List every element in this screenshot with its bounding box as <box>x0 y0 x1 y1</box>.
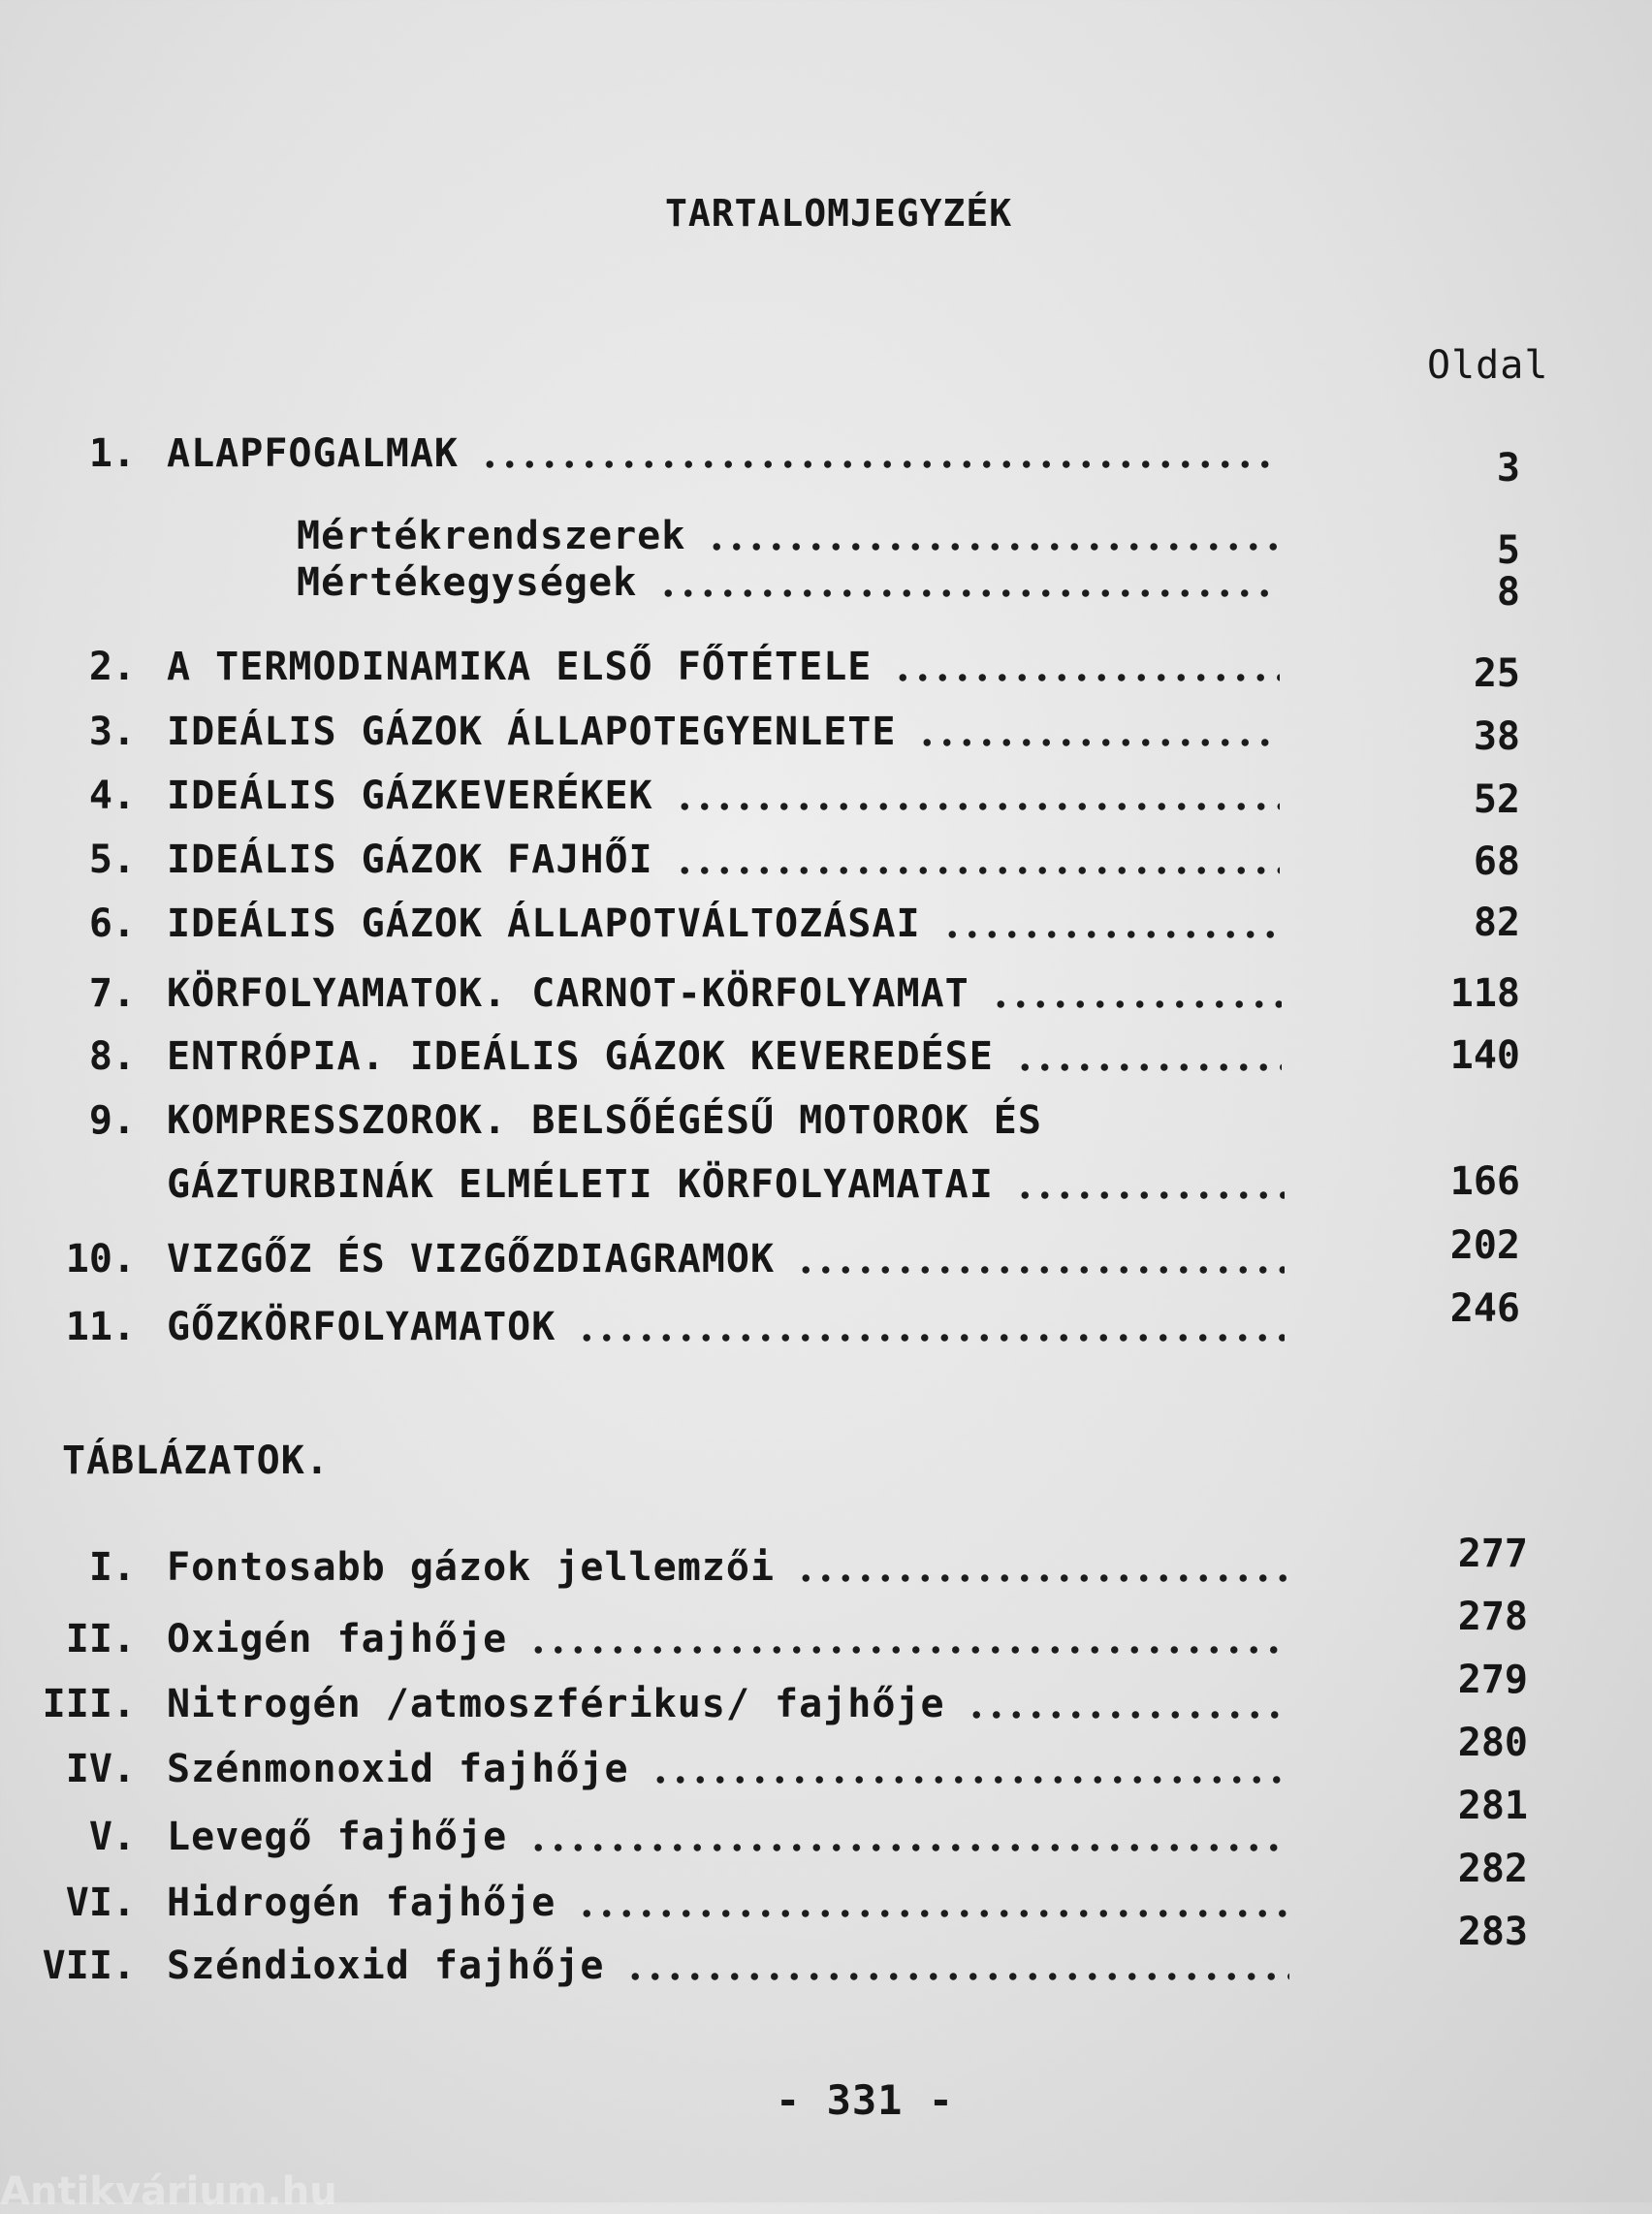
page-number: 202 <box>1449 1223 1520 1268</box>
dot-leader <box>480 460 1278 468</box>
dot-leader <box>675 803 1280 810</box>
dot-leader <box>707 543 1278 551</box>
page-number: 281 <box>1457 1784 1528 1828</box>
entry-number: IV. <box>65 1747 136 1791</box>
dot-leader <box>942 931 1280 938</box>
dot-leader <box>577 1910 1289 1917</box>
page-number: 278 <box>1457 1595 1528 1639</box>
page-number: 8 <box>1496 570 1520 615</box>
page-number: 282 <box>1457 1847 1528 1891</box>
footer-page-number: - 331 - <box>776 2076 955 2124</box>
dot-leader <box>967 1711 1289 1719</box>
entry-number: V. <box>88 1815 136 1859</box>
entry-title: Oxigén fajhője <box>167 1617 508 1661</box>
entry-number: 1. <box>88 431 136 476</box>
page-number: 118 <box>1449 971 1520 1016</box>
dot-leader <box>658 589 1278 597</box>
entry-title: IDEÁLIS GÁZKEVERÉKEK <box>167 774 653 818</box>
entry-title: Széndioxid fajhője <box>167 1944 605 1988</box>
entry-number: 2. <box>88 645 136 689</box>
page-column-label: Oldal <box>1427 343 1549 388</box>
entry-title: A TERMODINAMIKA ELSŐ FŐTÉTELE <box>167 645 873 689</box>
dot-leader <box>796 1266 1285 1274</box>
entry-title: VIZGŐZ ÉS VIZGŐZDIAGRAMOK <box>167 1237 776 1281</box>
entry-title: Fontosabb gázok jellemzői <box>167 1545 776 1590</box>
page-number: 280 <box>1457 1721 1528 1765</box>
tables-heading: TÁBLÁZATOK. <box>62 1439 330 1483</box>
entry-title: KOMPRESSZOROK. BELSŐÉGÉSŰ MOTOROK ÉS <box>167 1098 1042 1143</box>
page-number: 68 <box>1473 839 1520 884</box>
dot-leader <box>991 1000 1282 1008</box>
page-number: 38 <box>1473 714 1520 759</box>
dot-leader <box>625 1973 1289 1980</box>
dot-leader <box>675 867 1280 874</box>
dot-leader <box>528 1844 1289 1851</box>
page-number: 3 <box>1496 446 1520 490</box>
page-number: 52 <box>1473 777 1520 822</box>
entry-number: 4. <box>88 774 136 818</box>
page-number: 283 <box>1457 1910 1528 1954</box>
entry-number: 5. <box>88 838 136 882</box>
entry-title: IDEÁLIS GÁZOK ÁLLAPOTVÁLTOZÁSAI <box>167 901 921 946</box>
page-number: 82 <box>1473 901 1520 945</box>
entry-title: IDEÁLIS GÁZOK ÁLLAPOTEGYENLETE <box>167 710 897 754</box>
watermark: Antikvárium.hu <box>0 2169 337 2214</box>
page-title: TARTALOMJEGYZÉK <box>665 192 1013 235</box>
dot-leader <box>917 739 1280 746</box>
dot-leader <box>1015 1191 1285 1199</box>
page-number: 279 <box>1457 1658 1528 1702</box>
page-number: 25 <box>1473 651 1520 696</box>
entry-number: 7. <box>88 971 136 1016</box>
page-number: 246 <box>1449 1286 1520 1331</box>
dot-leader <box>651 1776 1289 1784</box>
entry-number: 10. <box>65 1237 136 1281</box>
entry-number: 3. <box>88 710 136 754</box>
entry-title: ALAPFOGALMAK <box>167 431 459 476</box>
page-number: 140 <box>1449 1033 1520 1078</box>
page-number: 5 <box>1496 528 1520 573</box>
page-number: 166 <box>1449 1159 1520 1204</box>
entry-number: VI. <box>65 1881 136 1925</box>
entry-number: VII. <box>42 1944 136 1988</box>
entry-number: 6. <box>88 901 136 946</box>
entry-title: KÖRFOLYAMATOK. CARNOT-KÖRFOLYAMAT <box>167 971 969 1016</box>
entry-title: GŐZKÖRFOLYAMATOK <box>167 1305 556 1349</box>
page-number: 277 <box>1457 1532 1528 1576</box>
entry-number: 9. <box>88 1098 136 1143</box>
entry-title: Mértékegységek <box>297 560 638 605</box>
entry-number: 11. <box>65 1305 136 1349</box>
entry-title: Hidrogén fajhője <box>167 1881 556 1925</box>
entry-title: IDEÁLIS GÁZOK FAJHŐI <box>167 838 653 882</box>
entry-number: III. <box>42 1682 136 1726</box>
dot-leader <box>528 1646 1289 1654</box>
dot-leader <box>577 1334 1285 1342</box>
entry-title: Szénmonoxid fajhője <box>167 1747 629 1791</box>
entry-number: I. <box>88 1545 136 1590</box>
entry-number: 8. <box>88 1034 136 1079</box>
dot-leader <box>893 674 1280 681</box>
entry-title: Nitrogén /atmoszférikus/ fajhője <box>167 1682 945 1726</box>
entry-title: ENTRÓPIA. IDEÁLIS GÁZOK KEVEREDÉSE <box>167 1034 994 1079</box>
dot-leader <box>1015 1063 1282 1071</box>
entry-title: GÁZTURBINÁK ELMÉLETI KÖRFOLYAMATAI <box>167 1162 994 1207</box>
entry-title: Levegő fajhője <box>167 1815 508 1859</box>
dot-leader <box>796 1574 1289 1582</box>
entry-title: Mértékrendszerek <box>297 514 686 558</box>
entry-number: II. <box>65 1617 136 1661</box>
